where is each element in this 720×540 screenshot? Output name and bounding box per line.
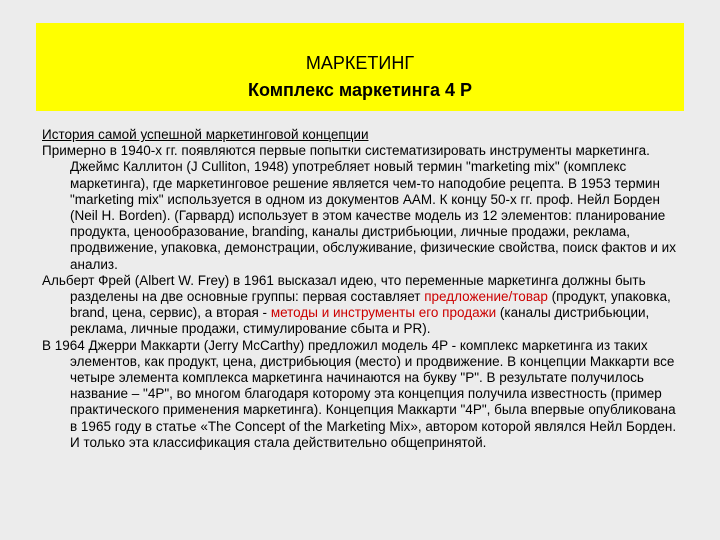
paragraph-frey-text-1: Альберт Фрей (Albert W. Frey) в 1961 высказал идею, что переменные маркетинга должны быть разделены на две основные группы: первая составляет [42,272,646,305]
highlight-offer-product: предложение/товар [424,289,548,305]
slide-subtitle: Комплекс маркетинга 4 Р [247,80,473,100]
paragraph-frey-text-2: (продукт, упаковка, brand, цена, сервис), а вторая - [70,289,671,321]
section-heading: История самой успешной маркетинговой концепции [42,127,369,142]
body-text [42,127,682,451]
slide-title: МАРКЕТИНГ [305,53,415,73]
title-banner [36,23,684,111]
paragraph-culliton: Примерно в 1940-х гг. появляются первые попытки систематизировать инструменты маркетинга. Джеймс Каллитон (J Culliton, 1948) употребляет новый термин "marketing mix" (комплекс маркетинга), где маркетинговое решение является чем-то наподобие рецепта. В 1953 термин "marketing mix" используется в одном из документов AAM. К концу 50-х гг. проф. Нейл Борден (Neil H. Borden). (Гарвард) использует в этом качестве модель из 12 элементов: планирование продукта, ценообразование, branding, каналы дистрибьюции, личные продажи, реклама, продвижение, упаковка, демонстрации, обслуживание, физические свойства, поиск фактов и их анализ. [42,143,676,272]
paragraph-mccarthy: В 1964 Джерри Маккарти (Jerry McCarthy) предложил модель 4P - комплекс маркетинга из таких элементов, как продукт, цена, дистрибьюция (место) и продвижение. В концепции Маккарти все четыре элемента комплекса маркетинга начинаются на букву "P". В результате получилось название – "4P", во многом благодаря которому эта концепция получила известность (пример практического применения маркетинга). Концепция Маккарти "4P", была впервые опубликована в 1965 году в статье «The Concept of the Marketing Mix», автором которой являлся Нейл Борден. И только эта классификация стала действительно общепринятой. [42,337,677,450]
paragraph-frey [42,273,682,338]
highlight-sales-methods: методы и инструменты его продажи [270,305,497,321]
paragraph-frey-text-3: (каналы дистрибьюции, реклама, личные продажи, стимулирование сбыта и PR). [70,305,650,337]
